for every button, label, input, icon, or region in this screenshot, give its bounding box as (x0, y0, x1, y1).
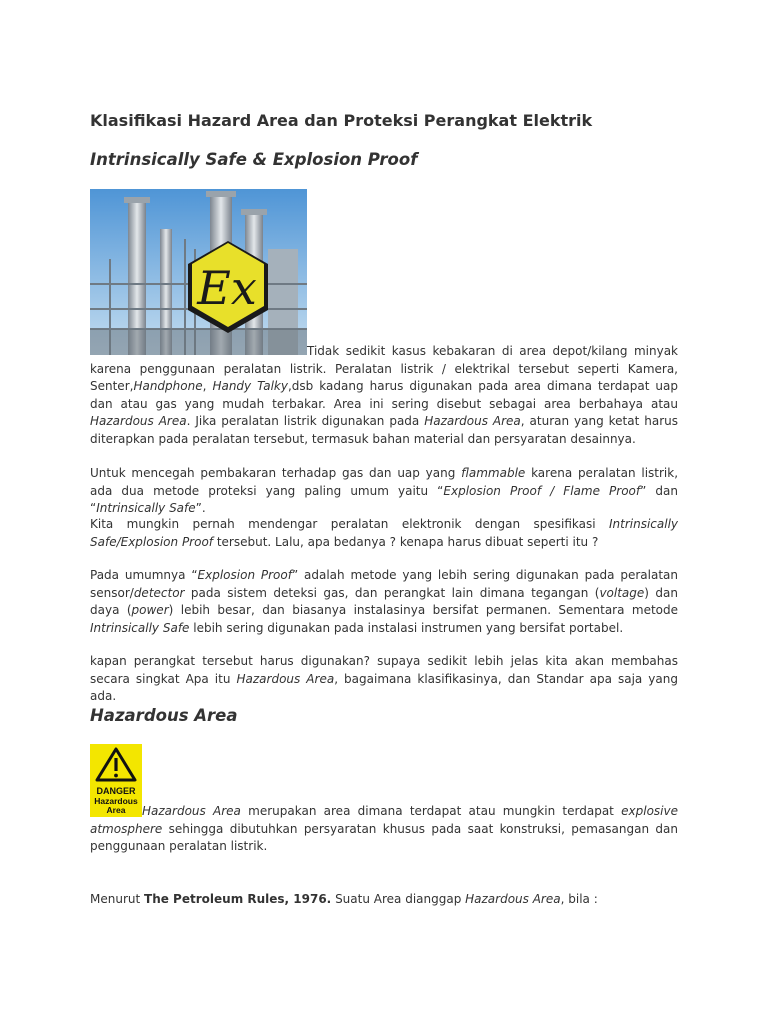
p2-italic-1: flammable (461, 466, 526, 480)
p2-text-2: karena peralatan listrik, ada dua metode proteksi yang paling umum yaitu “ (90, 466, 679, 498)
paragraph-when-to-use (90, 653, 678, 706)
p2-italic-3: Intrinsically Safe (96, 501, 196, 515)
intro-block (90, 189, 678, 448)
p1-text-2: , (202, 379, 213, 393)
p2-text-4: ”. (195, 501, 206, 515)
p5-text-2: , bagaimana klasifikasinya, dan Standar apa saja yang ada. (90, 671, 678, 703)
p4-italic-4: power (131, 603, 169, 617)
p5-text-1: kapan perangkat tersebut harus digunakan? supaya sedikit lebih jelas kita akan membahas secara singkat Apa itu (90, 654, 678, 686)
p1-italic-1: Handphone (133, 379, 203, 393)
paragraph-methods (90, 465, 678, 518)
p1-text-1: Tidak sedikit kasus kebakaran di area depot/kilang minyak karena penggunaan peralatan listrik. Peralatan listrik / elektrikal tersebut seperti Kamera, Senter, (90, 344, 678, 393)
p7-bold-1: The Petroleum Rules, 1976. (144, 892, 332, 906)
danger-sign-image (90, 744, 142, 817)
p4-italic-1: Explosion Proof (197, 568, 292, 582)
p2-text-3: ” dan “ (90, 483, 679, 515)
p3-italic-1: Intrinsically Safe/Explosion Proof (90, 517, 678, 549)
p1-text-4: . Jika peralatan listrik digunakan pada (186, 414, 425, 428)
p1-text-5: , aturan yang ketat harus diterapkan pada peralatan tersebut, termasuk bahan material dan persyaratan desainnya. (90, 414, 678, 446)
paragraph-explosion-proof (90, 567, 678, 637)
p4-italic-2: detector (133, 585, 185, 600)
danger-sign-line2: Hazardous (94, 796, 138, 806)
paragraph-petroleum-rules (90, 891, 678, 909)
p2-text-1: Untuk mencegah pembakaran terhadap gas dan uap yang (90, 466, 462, 480)
article-title: Klasifikasi Hazard Area dan Proteksi Perangkat Elektrik (90, 111, 593, 130)
p5-italic-1: Hazardous Area (236, 671, 335, 686)
p4-italic-3: voltage (599, 585, 645, 600)
hazardous-area-block (90, 744, 678, 856)
p6-text-2: sehingga dibutuhkan persyaratan khusus pada saat konstruksi, pemasangan dan penggunaan peralatan listrik. (90, 821, 678, 853)
p1-italic-2: Handy Talky (212, 379, 288, 393)
subtitle-intrinsically-safe: Intrinsically Safe & Explosion Proof (90, 150, 418, 169)
p6-italic-2: explosive atmosphere (90, 804, 678, 836)
p6-italic-1: Hazardous Area (142, 804, 241, 818)
p3-text-1: Kita mungkin pernah mendengar peralatan elektronik dengan spesifikasi (90, 517, 609, 531)
p4-text-4: ) dan daya ( (90, 585, 678, 617)
danger-sign-line1: DANGER (96, 786, 136, 796)
p4-text-5: ) lebih besar, dan biasanya instalasinya bersifat permanen. Sementara metode (168, 603, 678, 617)
paragraph-hazardous-definition (90, 744, 678, 856)
p4-italic-5: Intrinsically Safe (90, 620, 190, 635)
p4-text-2: ” adalah metode yang lebih sering digunakan pada peralatan sensor/ (90, 568, 678, 600)
p1-italic-4: Hazardous Area (424, 414, 521, 428)
p7-text-1: Menurut (90, 892, 145, 906)
ex-symbol-refinery-image (90, 189, 307, 355)
p3-text-2: tersebut. Lalu, apa bedanya ? kenapa harus dibuat seperti itu ? (213, 534, 599, 549)
p7-text-2: Suatu Area dianggap (331, 892, 466, 906)
danger-sign-line3: Area (106, 805, 126, 815)
p1-text-3: ,dsb kadang harus digunakan pada area dimana terdapat uap dan atau gas yang mudah terbakar. Area ini sering disebut sebagai area berbahaya atau (90, 379, 678, 411)
p2-italic-2: Explosion Proof / Flame Proof (443, 483, 641, 498)
p6-text-1: merupakan area dimana terdapat atau mungkin terdapat (240, 804, 622, 818)
p4-text-6: lebih sering digunakan pada instalasi instrumen yang bersifat portabel. (189, 620, 624, 635)
paragraph-question (90, 516, 678, 551)
p7-text-3: , bila : (560, 892, 598, 906)
section-title-hazardous-area: Hazardous Area (90, 706, 238, 725)
ex-symbol-text: Ex (197, 261, 257, 315)
p4-text-3: pada sistem deteksi gas, dan perangkat lain dimana tegangan ( (184, 585, 600, 600)
p7-italic-1: Hazardous Area (465, 892, 561, 906)
p1-italic-3: Hazardous Area (90, 414, 187, 428)
p4-text-1: Pada umumnya “ (90, 568, 198, 582)
